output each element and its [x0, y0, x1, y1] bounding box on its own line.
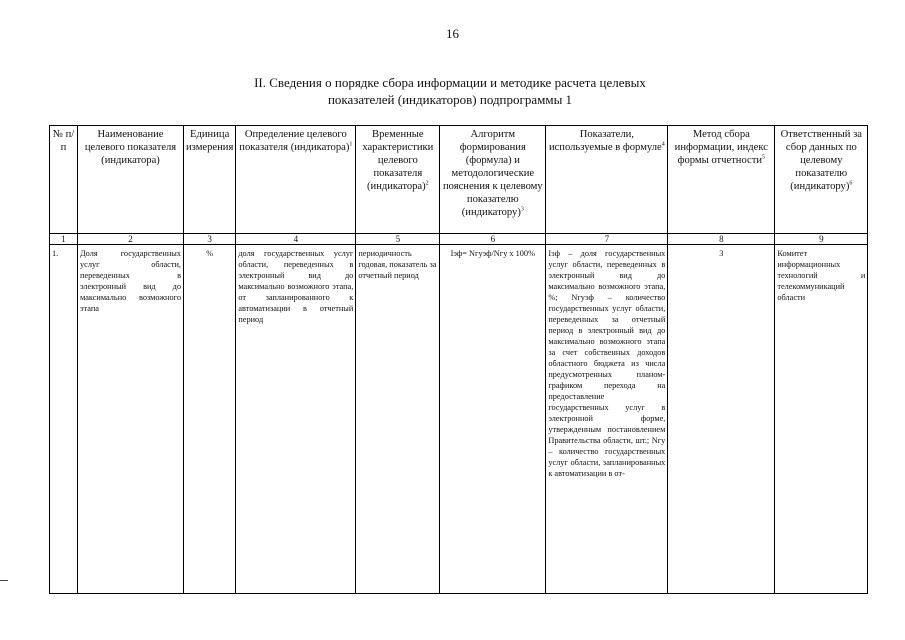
page-number: 16	[446, 26, 459, 41]
column-number: 1	[50, 234, 78, 245]
section-title-line2: показателей (индикаторов) подпрограммы 1	[327, 92, 573, 107]
column-number: 6	[440, 234, 546, 245]
column-number: 5	[356, 234, 440, 245]
unit-of-measure: %	[184, 245, 236, 594]
indicator-name: Доля государственных услуг области, переведенных в электронный вид до максимально возможного этапа	[78, 245, 184, 594]
header-cell: Временные характеристики целевого показателя (индикатора)$^2$	[356, 126, 440, 234]
column-number: 8	[668, 234, 775, 245]
header-cell: Показатели, используемые в формуле$^4$	[546, 126, 668, 234]
calculation-formula: Іэф= Nгуэф/Nгу x 100%	[440, 245, 546, 594]
column-number: 2	[78, 234, 184, 245]
formula-indicators-text: Іэф – доля государственных услуг области, переведенных в электронный вид до максимально возможного этапа, %; Nгуэф – количество государственных услуг области, переведенных за отчетный период в электронный вид до максимально возможного этапа за счет собственных доходов областного бюджета из числа предусмотренных планом-графиком перехода на предоставление государственных услуг в электронной форме, утвержденным постановлением Правительства области, шт.; Nгу – количество государственных услуг области, запланированных к автоматизации в от-	[548, 249, 666, 478]
section-title-line1: II. Сведения о порядке сбора информации и методике расчета целевых	[254, 75, 646, 90]
section-title	[150, 74, 750, 108]
column-number: 9	[775, 234, 868, 245]
table-header-row	[50, 126, 868, 234]
responsible-body: Комитет информационных технологий и телекоммуникаций области	[775, 245, 868, 594]
header-cell: Единица измерения	[184, 126, 236, 234]
column-number-row	[50, 234, 868, 245]
header-cell: Метод сбора информации, индекс формы отчетности$^5$	[668, 126, 775, 234]
header-cell: Наименование целевого показателя (индикатора)	[78, 126, 184, 234]
header-cell: Алгоритм формирования (формула) и методологические пояснения к целевому показателю (индикатору)$^3$	[440, 126, 546, 234]
margin-mark	[0, 580, 8, 581]
column-number: 3	[184, 234, 236, 245]
column-number: 7	[546, 234, 668, 245]
table-row	[50, 245, 868, 594]
column-number: 4	[236, 234, 356, 245]
row-number: 1.	[50, 245, 78, 594]
collection-method: 3	[668, 245, 775, 594]
indicators-table	[49, 125, 868, 594]
header-cell: Определение целевого показателя (индикатора)$^1$	[236, 126, 356, 234]
indicator-definition: доля государственных услуг области, переведенных в электронный вид до максимально возможного этапа, от запланированного к автоматизации в отчетный период	[236, 245, 356, 594]
time-characteristics: периодичность годовая, показатель за отчетный период	[356, 245, 440, 594]
formula-indicators	[546, 245, 668, 594]
header-cell: Ответственный за сбор данных по целевому показателю (индикатору)$^6$	[775, 126, 868, 234]
header-cell: № п/п	[50, 126, 78, 234]
